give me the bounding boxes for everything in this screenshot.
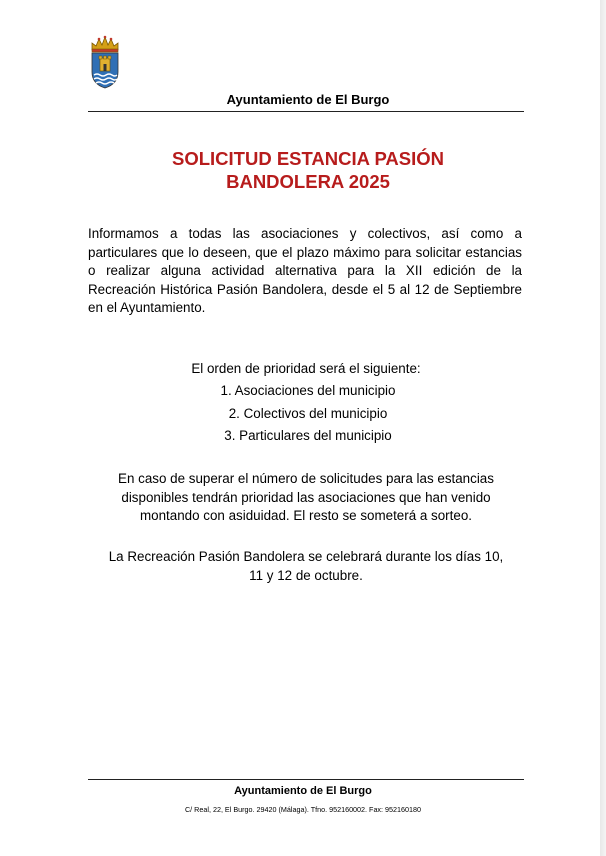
- dates-paragraph: [88, 548, 524, 585]
- header-title: Ayuntamiento de El Burgo: [226, 92, 390, 107]
- priority-list: [88, 382, 524, 445]
- notice-line: montando con asiduidad. El resto se someterá a sorteo.: [140, 508, 472, 524]
- document-title-line-2: BANDOLERA 2025: [226, 171, 390, 192]
- dates-line: La Recreación Pasión Bandolera se celebrará durante los días 10,: [108, 549, 504, 564]
- page-edge: [600, 0, 606, 856]
- dates-line: 11 y 12 de octubre.: [249, 567, 363, 583]
- notice-line: En caso de superar el número de solicitudes para las estancias: [118, 471, 494, 486]
- footer-title: Ayuntamiento de El Burgo: [234, 785, 372, 797]
- footer-address: C/ Real, 22, El Burgo. 29420 (Málaga). Tfno. 952160002. Fax: 952160180: [184, 805, 421, 814]
- document-title: [0, 147, 606, 193]
- header-divider: [88, 111, 524, 112]
- priority-item: 1. Asociaciones del municipio: [220, 383, 396, 398]
- priority-item: 3. Particulares del municipio: [224, 428, 392, 444]
- notice-line: disponibles tendrán prioridad las asociaciones que han venido: [121, 489, 491, 505]
- notice-paragraph: [88, 470, 524, 526]
- coat-of-arms-icon: [88, 34, 122, 90]
- priority-section: [88, 360, 524, 450]
- footer-divider: [88, 779, 524, 780]
- intro-paragraph: Informamos a todas las asociaciones y colectivos, así como a particulares que lo deseen, que el plazo máximo para solicitar estancias o realizar alguna actividad alternativa para la XII edición de la Recreación Histórica Pasión Bandolera, desde el 5 al 12 de Septiembre en el Ayuntamiento.: [88, 226, 522, 316]
- priority-item: 2. Colectivos del municipio: [228, 405, 388, 421]
- priority-intro: El orden de prioridad será el siguiente:: [191, 361, 421, 376]
- document-title-line-1: SOLICITUD ESTANCIA PASIÓN: [171, 148, 445, 169]
